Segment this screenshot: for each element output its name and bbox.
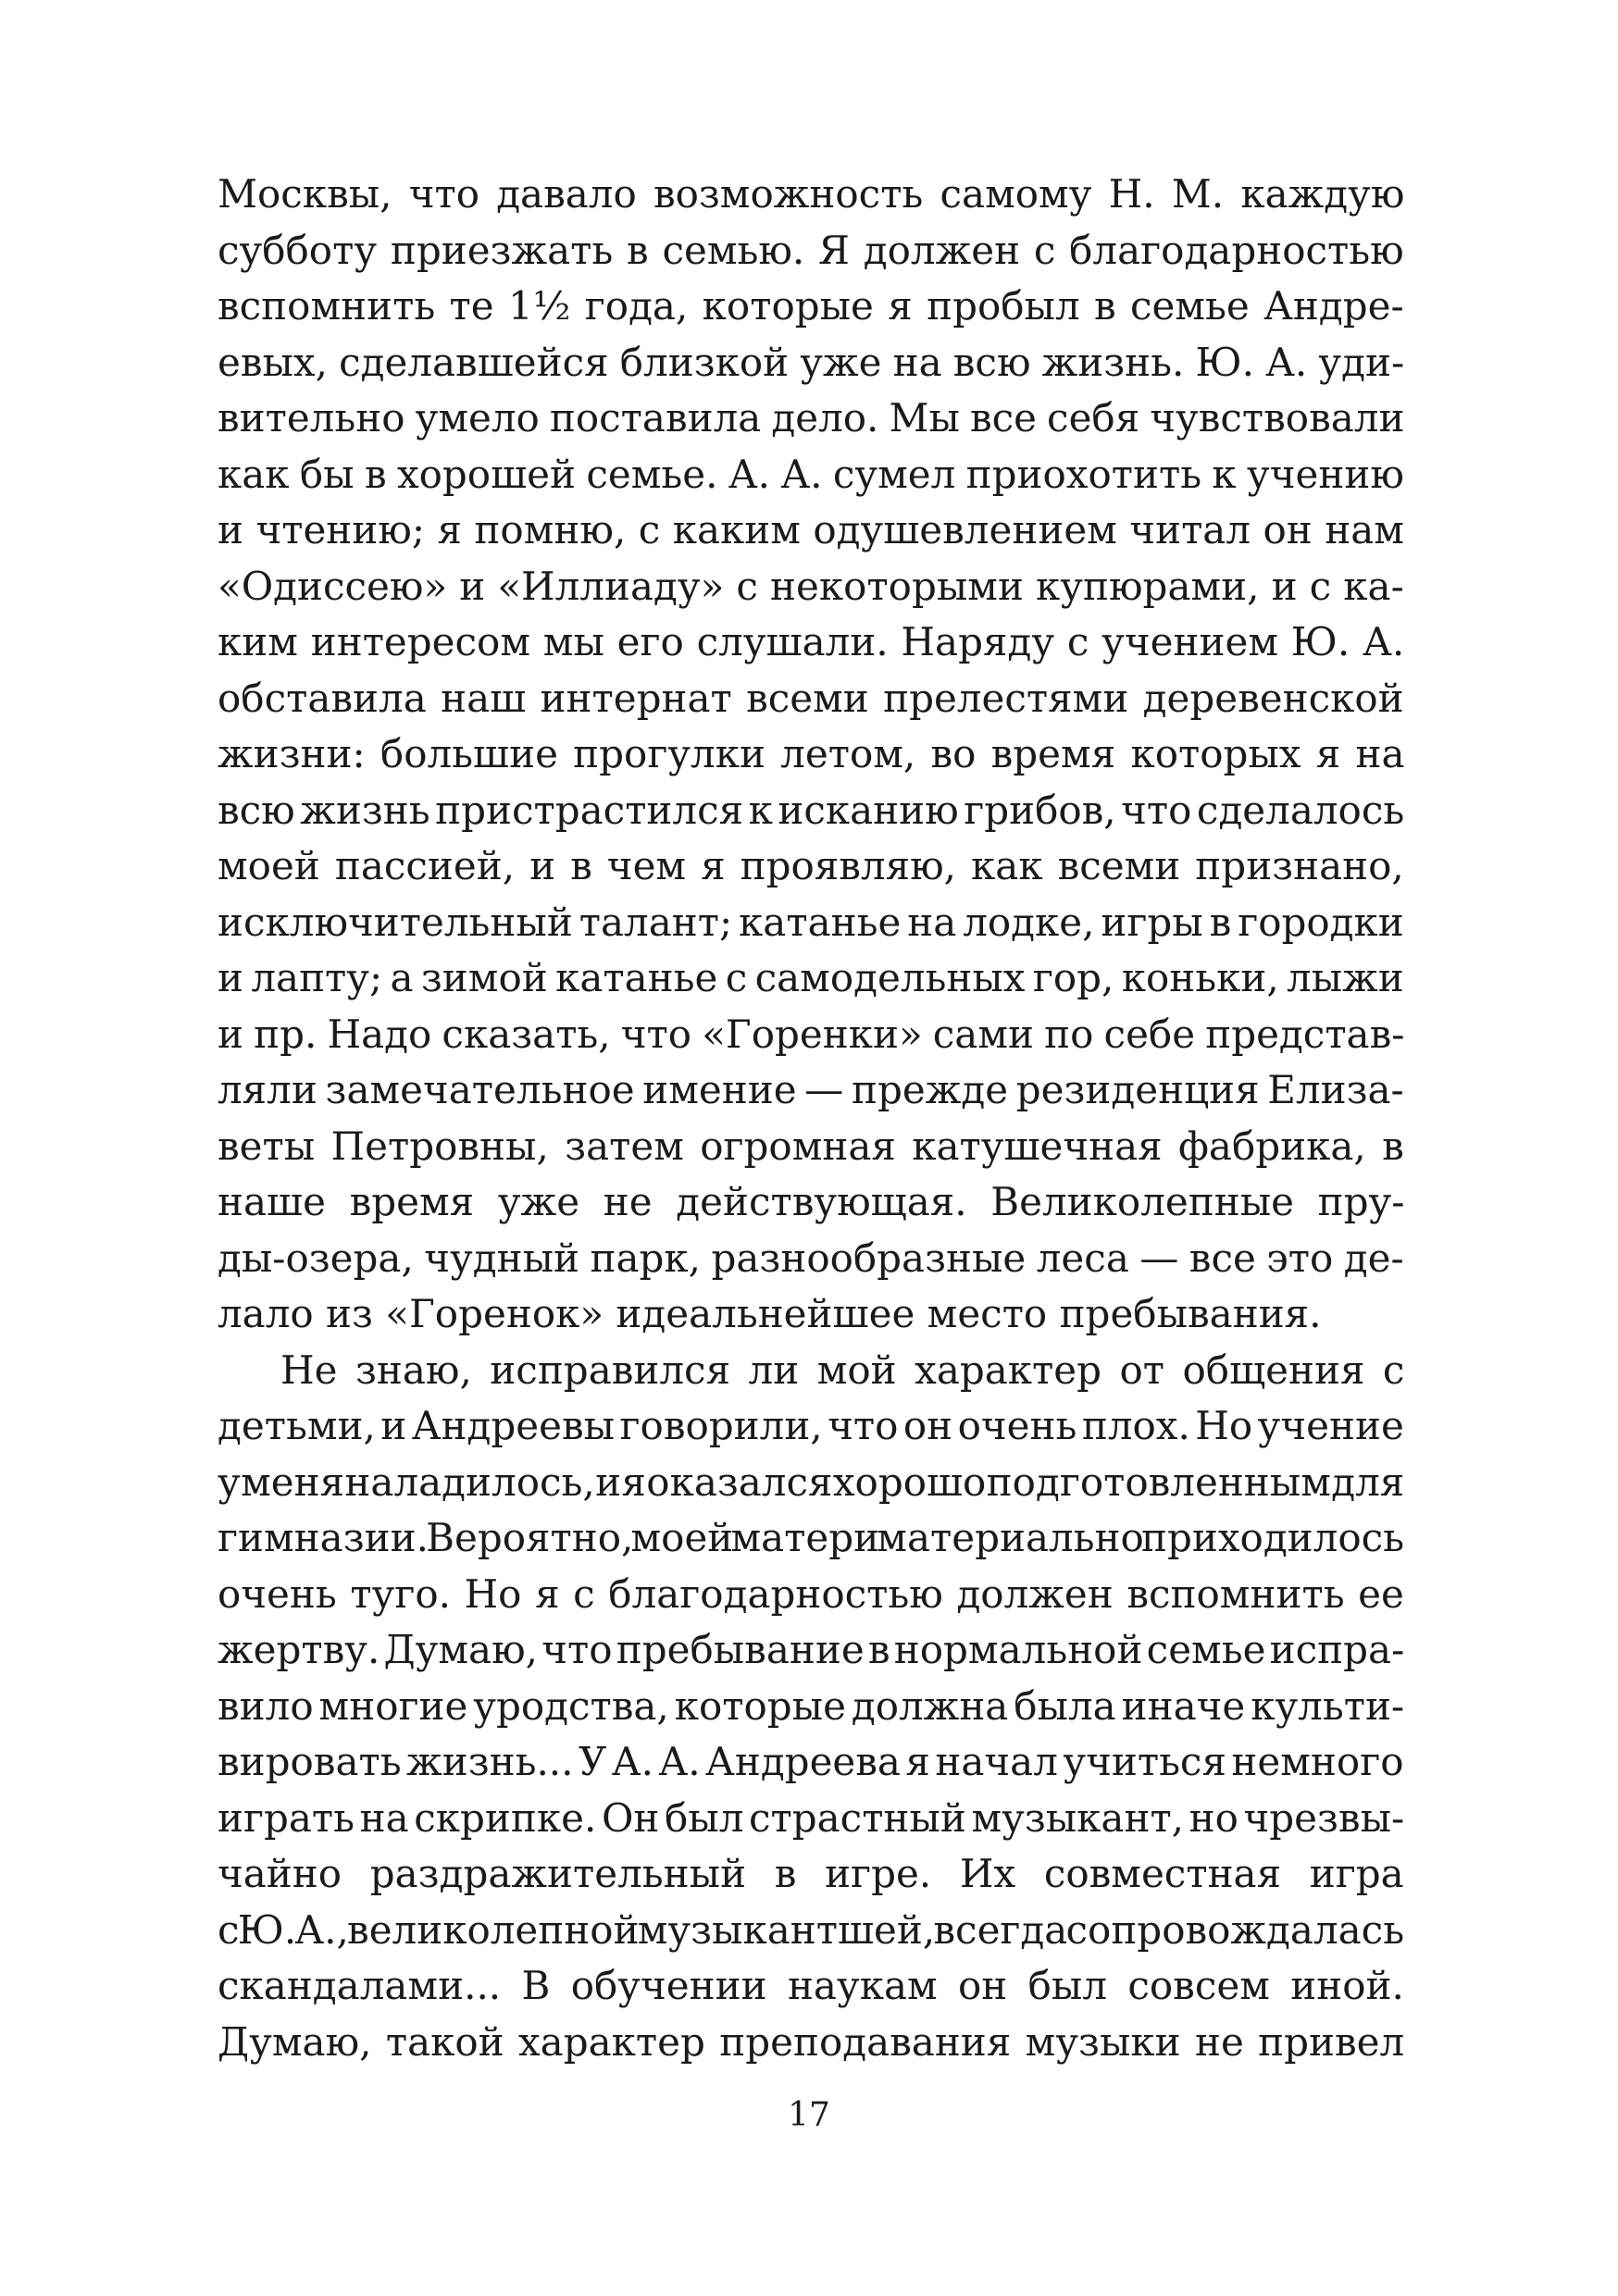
text-line: обставила наш интернат всеми прелестями деревенской (218, 675, 1404, 721)
text-line: очень туго. Но я с благодарностью должен вспомнить ее (218, 1570, 1404, 1617)
text-line: вировать жизнь... У А. А. Андреева я начал учиться немного (218, 1739, 1404, 1784)
text-line: детьми, и Андреевы говорили, что он очень плох. Но учение (218, 1403, 1404, 1448)
text-line: всю жизнь пристрастился к исканию грибов, что сделалось (218, 787, 1405, 833)
text-line: как бы в хорошей семье. А. А. сумел приохотить к учению (218, 451, 1404, 497)
paragraph-1 (218, 167, 1404, 1343)
text-line: жертву. Думаю, что пребывание в нормальной семье испра- (218, 1627, 1405, 1672)
text-line: Не знаю, исправился ли мой характер от общения с (280, 1347, 1405, 1393)
text-line: исключительный талант; катанье на лодке, игры в городки (218, 899, 1404, 945)
text-line: вительно умело поставила дело. Мы все себя чувствовали (218, 395, 1405, 441)
text-line: веты Петровны, затем огромная катушечная фабрика, в (218, 1123, 1404, 1169)
text-line: жизни: большие прогулки летом, во время которых я на (218, 731, 1405, 776)
text-line: субботу приезжать в семью. Я должен с благодарностью (218, 227, 1404, 273)
text-line: чайно раздражительный в игре. Их совместная игра (218, 1851, 1404, 1896)
text-line: «Одиссею» и «Иллиаду» с некоторыми купюрами, и с ка- (218, 563, 1404, 609)
text-line: и лапту; а зимой катанье с самодельных гор, коньки, лыжи (218, 955, 1404, 1000)
text-line: с Ю. А., великолепной музыкантшей, всегда сопровождалась (218, 1906, 1405, 1953)
text-line: скандалами... В обучении наукам он был совсем иной. (218, 1963, 1404, 2008)
text-line: у меня наладилось, и я оказался хорошо подготовленным для (218, 1458, 1405, 1505)
text-line: моей пассией, и в чем я проявляю, как всеми признано, (218, 843, 1404, 888)
text-line: Думаю, такой характер преподавания музыки не привел (218, 2018, 1405, 2065)
body-text (218, 167, 1404, 2070)
text-line: и пр. Надо сказать, что «Горенки» сами по себе представ- (218, 1011, 1405, 1057)
text-line: ды-озера, чудный парк, разнообразные леса — все это де- (218, 1235, 1404, 1281)
text-line: ляли замечательное имение — прежде резиденция Елиза- (218, 1067, 1404, 1112)
text-line: вспомнить те 1½ года, которые я пробыл в семье Андре- (218, 283, 1404, 329)
text-line: евых, сделавшейся близкой уже на всю жизнь. Ю. А. уди- (218, 339, 1405, 385)
text-line: вило многие уродства, которые должна была иначе культи- (218, 1682, 1405, 1729)
paragraph-2 (218, 1343, 1404, 2071)
text-line: лало из «Горенок» идеальнейшее место пребывания. (218, 1291, 1322, 1336)
text-line: ким интересом мы его слушали. Наряду с учением Ю. А. (218, 619, 1405, 664)
text-line: Москвы, что давало возможность самому Н. М. каждую (218, 171, 1405, 217)
text-line: наше время уже не действующая. Великолепные пру- (218, 1179, 1405, 1224)
text-line: играть на скрипке. Он был страстный музыкант, но чрезвы- (218, 1794, 1405, 1841)
text-line: и чтению; я помню, с каким одушевлением читал он нам (218, 507, 1404, 552)
text-line: гимназии. Вероятно, моей матери материально приходилось (218, 1515, 1405, 1560)
page-number: 17 (788, 2096, 830, 2134)
